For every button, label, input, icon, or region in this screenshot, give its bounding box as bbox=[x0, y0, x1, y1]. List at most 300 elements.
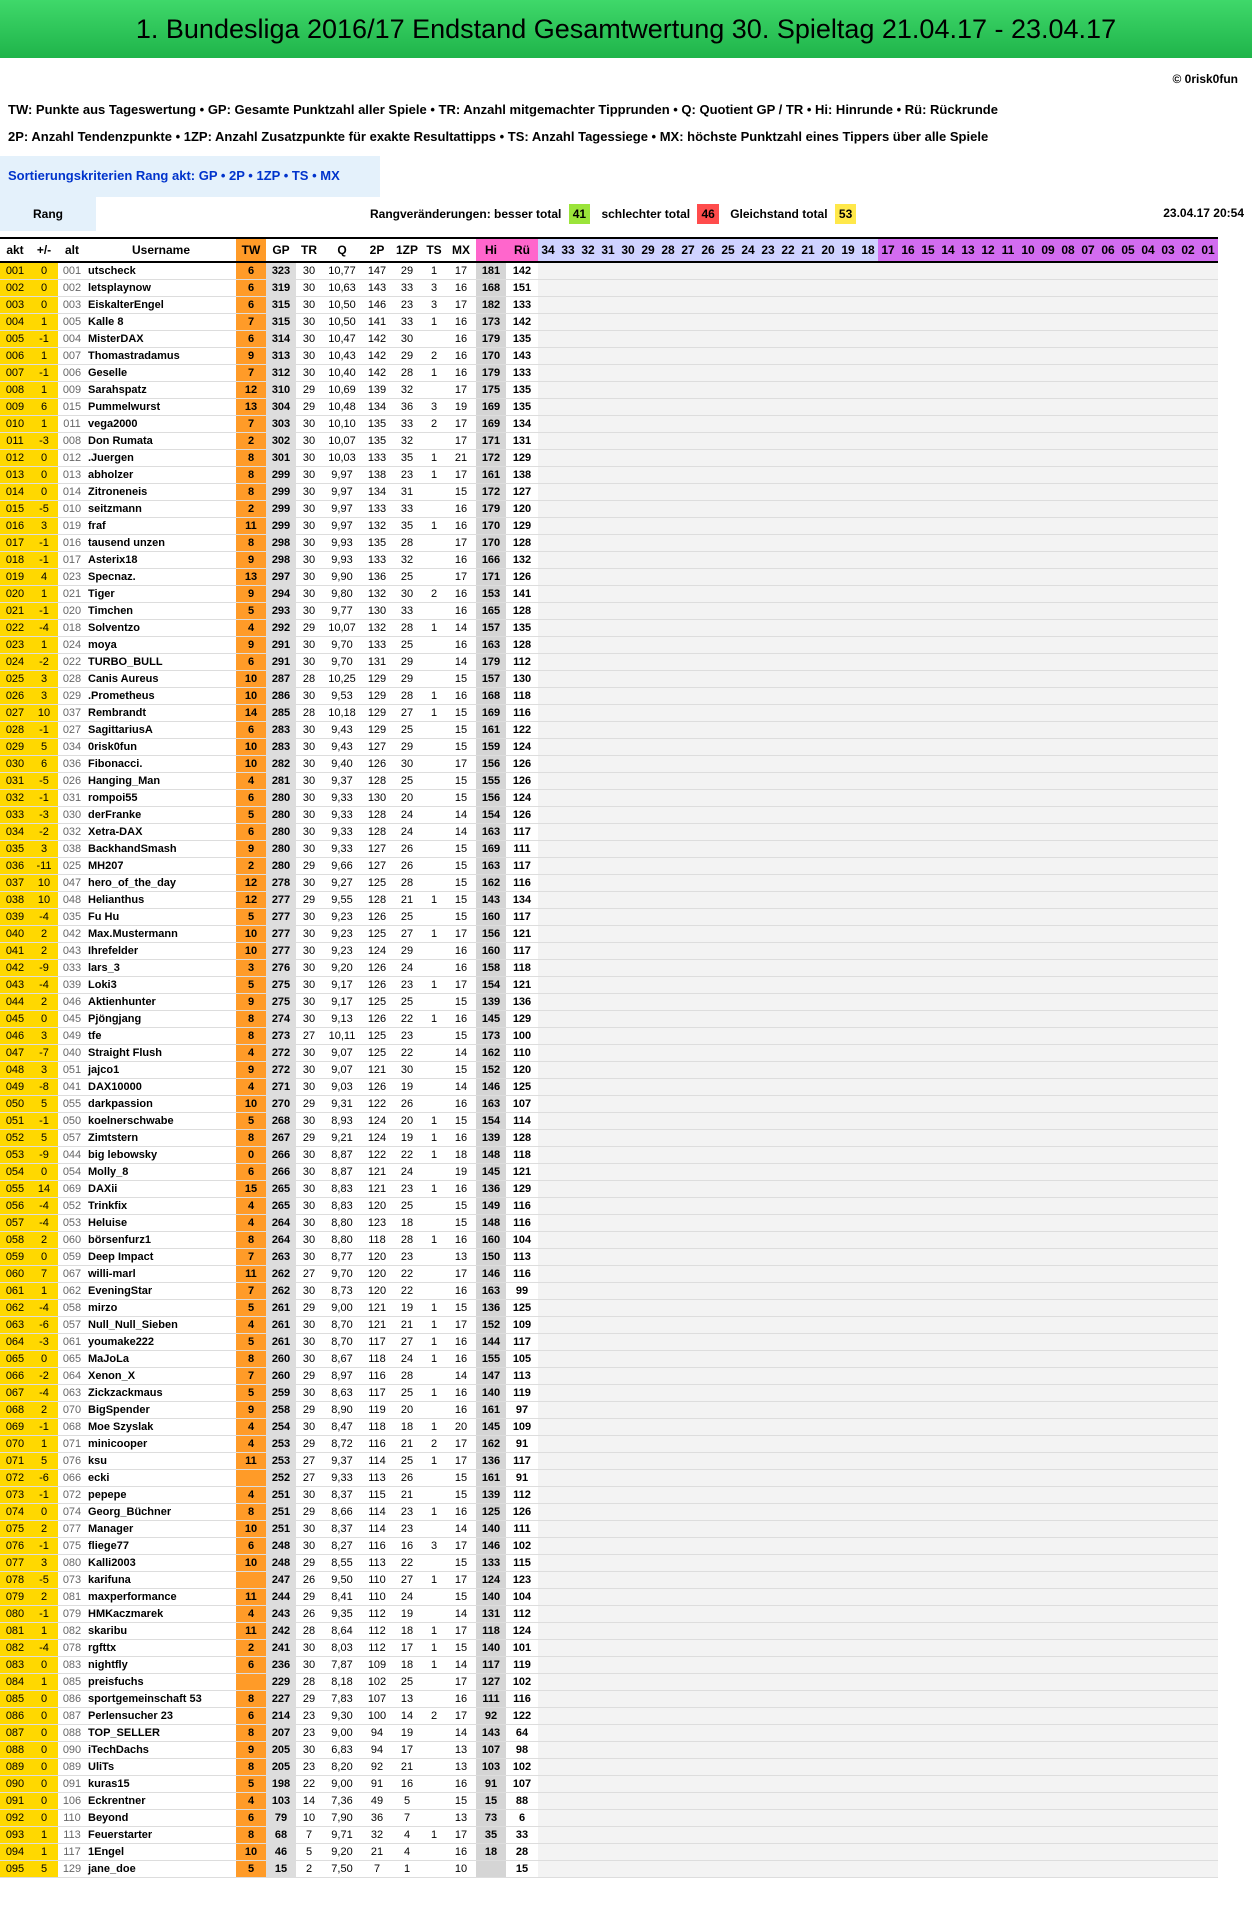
day-cell bbox=[978, 535, 998, 552]
day-cell bbox=[578, 1708, 598, 1725]
day-cell bbox=[1018, 1861, 1038, 1878]
day-cell bbox=[638, 1861, 658, 1878]
day-cell bbox=[1198, 841, 1218, 858]
day-cell bbox=[958, 926, 978, 943]
day-cell bbox=[1198, 977, 1218, 994]
day-cell bbox=[778, 1181, 798, 1198]
day-cell bbox=[1118, 552, 1138, 569]
cell-Q: 8,70 bbox=[322, 1317, 362, 1334]
day-cell bbox=[698, 1283, 718, 1300]
day-cell bbox=[938, 1249, 958, 1266]
day-cell bbox=[618, 1810, 638, 1827]
day-cell bbox=[1198, 858, 1218, 875]
day-cell bbox=[678, 1776, 698, 1793]
day-cell bbox=[658, 314, 678, 331]
day-cell bbox=[878, 1300, 898, 1317]
day-cell bbox=[1098, 365, 1118, 382]
day-cell bbox=[878, 909, 898, 926]
day-cell bbox=[718, 1164, 738, 1181]
cell-Q: 10,47 bbox=[322, 331, 362, 348]
day-cell bbox=[698, 892, 718, 909]
day-cell bbox=[598, 297, 618, 314]
cell-Hi: 170 bbox=[476, 518, 506, 535]
day-cell bbox=[1058, 1572, 1078, 1589]
day-cell bbox=[1178, 1827, 1198, 1844]
cell-Q: 9,77 bbox=[322, 603, 362, 620]
day-cell bbox=[1078, 1096, 1098, 1113]
day-cell bbox=[1098, 1487, 1118, 1504]
cell-1ZP: 35 bbox=[392, 518, 422, 535]
day-cell bbox=[798, 1011, 818, 1028]
day-cell bbox=[918, 365, 938, 382]
cell-Q: 7,50 bbox=[322, 1861, 362, 1878]
cell-alt: 040 bbox=[58, 1045, 86, 1062]
day-cell bbox=[578, 1674, 598, 1691]
cell-Q: 9,33 bbox=[322, 1470, 362, 1487]
day-cell bbox=[678, 1028, 698, 1045]
day-cell bbox=[858, 484, 878, 501]
day-cell bbox=[1178, 1844, 1198, 1861]
day-cell bbox=[1018, 654, 1038, 671]
cell-Hi: 92 bbox=[476, 1708, 506, 1725]
day-cell bbox=[1058, 994, 1078, 1011]
cell-+/-: -4 bbox=[30, 1300, 58, 1317]
day-cell bbox=[938, 1861, 958, 1878]
day-cell bbox=[1178, 1436, 1198, 1453]
day-cell bbox=[678, 1351, 698, 1368]
day-cell bbox=[1078, 1572, 1098, 1589]
day-cell bbox=[1158, 1844, 1178, 1861]
day-cell bbox=[598, 1606, 618, 1623]
cell-TW: 8 bbox=[236, 1351, 266, 1368]
cell-TR: 30 bbox=[296, 1385, 322, 1402]
table-row bbox=[0, 365, 1218, 382]
day-cell bbox=[678, 841, 698, 858]
cell-Rü: 129 bbox=[506, 450, 538, 467]
day-cell bbox=[1118, 671, 1138, 688]
cell-MX: 17 bbox=[446, 1436, 476, 1453]
day-cell bbox=[778, 1487, 798, 1504]
day-cell bbox=[1158, 518, 1178, 535]
cell-MX: 17 bbox=[446, 756, 476, 773]
day-cell bbox=[758, 280, 778, 297]
cell-1ZP: 27 bbox=[392, 705, 422, 722]
day-cell bbox=[778, 467, 798, 484]
day-cell bbox=[1158, 1708, 1178, 1725]
day-cell bbox=[1158, 1283, 1178, 1300]
cell-alt: 045 bbox=[58, 1011, 86, 1028]
day-cell bbox=[618, 331, 638, 348]
cell-Username: Fu Hu bbox=[86, 909, 236, 926]
day-cell bbox=[1018, 399, 1038, 416]
day-cell bbox=[738, 994, 758, 1011]
day-cell bbox=[878, 297, 898, 314]
cell-+/-: 0 bbox=[30, 262, 58, 280]
day-cell bbox=[1058, 807, 1078, 824]
cell-TR: 29 bbox=[296, 1096, 322, 1113]
cell-MX: 16 bbox=[446, 1351, 476, 1368]
day-cell bbox=[1198, 994, 1218, 1011]
day-cell bbox=[698, 1164, 718, 1181]
day-cell bbox=[958, 1487, 978, 1504]
day-cell bbox=[738, 1657, 758, 1674]
day-cell bbox=[1098, 552, 1118, 569]
day-cell bbox=[578, 1113, 598, 1130]
cell-2P: 125 bbox=[362, 994, 392, 1011]
day-cell bbox=[1038, 1266, 1058, 1283]
cell-Username: koelnerschwabe bbox=[86, 1113, 236, 1130]
day-cell bbox=[958, 1572, 978, 1589]
day-cell bbox=[698, 314, 718, 331]
cell-Q: 9,00 bbox=[322, 1725, 362, 1742]
day-cell bbox=[898, 314, 918, 331]
day-cell bbox=[1058, 382, 1078, 399]
cell-TR: 30 bbox=[296, 262, 322, 280]
day-cell bbox=[678, 1096, 698, 1113]
day-cell bbox=[1178, 1708, 1198, 1725]
day-cell bbox=[658, 841, 678, 858]
cell-Username: skaribu bbox=[86, 1623, 236, 1640]
day-cell bbox=[1018, 1538, 1038, 1555]
cell-TW: 5 bbox=[236, 909, 266, 926]
day-cell bbox=[1038, 314, 1058, 331]
day-cell bbox=[558, 1708, 578, 1725]
day-cell bbox=[818, 1844, 838, 1861]
day-cell bbox=[838, 654, 858, 671]
cell-TW: 8 bbox=[236, 1028, 266, 1045]
day-cell bbox=[1038, 943, 1058, 960]
day-cell bbox=[1098, 518, 1118, 535]
day-cell bbox=[1118, 1249, 1138, 1266]
day-cell bbox=[658, 1096, 678, 1113]
cell-akt: 033 bbox=[0, 807, 30, 824]
day-cell bbox=[1058, 1130, 1078, 1147]
cell-GP: 258 bbox=[266, 1402, 296, 1419]
cell-alt: 003 bbox=[58, 297, 86, 314]
day-cell bbox=[738, 1368, 758, 1385]
day-cell bbox=[1138, 1470, 1158, 1487]
day-cell bbox=[878, 892, 898, 909]
day-cell bbox=[598, 1725, 618, 1742]
day-cell bbox=[1138, 586, 1158, 603]
cell-alt: 088 bbox=[58, 1725, 86, 1742]
day-cell bbox=[1058, 1504, 1078, 1521]
day-cell bbox=[718, 1181, 738, 1198]
day-cell bbox=[838, 331, 858, 348]
day-cell bbox=[1058, 1589, 1078, 1606]
day-cell bbox=[1198, 416, 1218, 433]
day-cell bbox=[658, 1708, 678, 1725]
cell-1ZP: 27 bbox=[392, 926, 422, 943]
day-cell bbox=[958, 1759, 978, 1776]
day-cell bbox=[1018, 637, 1038, 654]
day-cell bbox=[998, 1436, 1018, 1453]
cell-Q: 8,70 bbox=[322, 1334, 362, 1351]
day-cell bbox=[958, 705, 978, 722]
day-cell bbox=[698, 416, 718, 433]
day-cell bbox=[1098, 1623, 1118, 1640]
day-cell bbox=[618, 892, 638, 909]
cell-akt: 003 bbox=[0, 297, 30, 314]
cell-Username: rgfttx bbox=[86, 1640, 236, 1657]
day-cell bbox=[938, 1793, 958, 1810]
day-cell bbox=[878, 1317, 898, 1334]
cell-TS bbox=[422, 875, 446, 892]
cell-Hi: 145 bbox=[476, 1011, 506, 1028]
day-cell bbox=[898, 501, 918, 518]
day-cell bbox=[1138, 926, 1158, 943]
day-cell bbox=[738, 807, 758, 824]
day-cell bbox=[538, 535, 558, 552]
cell-MX: 16 bbox=[446, 1776, 476, 1793]
cell-alt: 080 bbox=[58, 1555, 86, 1572]
cell-akt: 043 bbox=[0, 977, 30, 994]
day-cell bbox=[738, 1470, 758, 1487]
day-cell bbox=[558, 365, 578, 382]
day-cell bbox=[758, 1742, 778, 1759]
day-cell bbox=[638, 875, 658, 892]
day-cell bbox=[858, 1640, 878, 1657]
day-cell bbox=[538, 450, 558, 467]
day-header: 02 bbox=[1178, 238, 1198, 262]
cell-alt: 106 bbox=[58, 1793, 86, 1810]
cell-2P: 133 bbox=[362, 450, 392, 467]
table-row bbox=[0, 620, 1218, 637]
day-cell bbox=[1118, 654, 1138, 671]
day-cell bbox=[978, 977, 998, 994]
day-cell bbox=[1178, 671, 1198, 688]
day-cell bbox=[838, 1062, 858, 1079]
day-cell bbox=[658, 331, 678, 348]
day-cell bbox=[718, 756, 738, 773]
day-cell bbox=[1198, 1691, 1218, 1708]
cell-TW: 6 bbox=[236, 1164, 266, 1181]
day-cell bbox=[998, 858, 1018, 875]
cell-GP: 291 bbox=[266, 637, 296, 654]
cell-TW: 11 bbox=[236, 1623, 266, 1640]
day-cell bbox=[598, 705, 618, 722]
cell-Username: maxperformance bbox=[86, 1589, 236, 1606]
cell-+/-: -9 bbox=[30, 960, 58, 977]
day-cell bbox=[678, 620, 698, 637]
cell-alt: 051 bbox=[58, 1062, 86, 1079]
day-cell bbox=[598, 875, 618, 892]
day-cell bbox=[638, 1708, 658, 1725]
day-cell bbox=[918, 314, 938, 331]
day-cell bbox=[538, 416, 558, 433]
day-cell bbox=[738, 1147, 758, 1164]
day-cell bbox=[1018, 1266, 1038, 1283]
day-cell bbox=[598, 1572, 618, 1589]
day-cell bbox=[898, 722, 918, 739]
cell-+/-: 1 bbox=[30, 1844, 58, 1861]
cell-Hi: 162 bbox=[476, 1436, 506, 1453]
day-cell bbox=[1018, 1045, 1038, 1062]
day-cell bbox=[738, 1249, 758, 1266]
day-cell bbox=[938, 1266, 958, 1283]
day-cell bbox=[618, 1555, 638, 1572]
day-cell bbox=[578, 1691, 598, 1708]
cell-Q: 8,41 bbox=[322, 1589, 362, 1606]
day-header: 04 bbox=[1138, 238, 1158, 262]
day-cell bbox=[978, 1810, 998, 1827]
day-cell bbox=[558, 1164, 578, 1181]
day-cell bbox=[718, 1147, 738, 1164]
cell-Rü: 112 bbox=[506, 1606, 538, 1623]
day-cell bbox=[558, 1844, 578, 1861]
cell-MX: 15 bbox=[446, 1028, 476, 1045]
day-cell bbox=[1158, 382, 1178, 399]
day-cell bbox=[858, 909, 878, 926]
day-cell bbox=[1098, 637, 1118, 654]
cell-MX: 15 bbox=[446, 1113, 476, 1130]
day-cell bbox=[1038, 450, 1058, 467]
day-cell bbox=[1038, 1181, 1058, 1198]
day-cell bbox=[1198, 1708, 1218, 1725]
day-cell bbox=[1038, 1674, 1058, 1691]
cell-alt: 031 bbox=[58, 790, 86, 807]
day-cell bbox=[578, 688, 598, 705]
cell-Hi: 18 bbox=[476, 1844, 506, 1861]
day-cell bbox=[598, 671, 618, 688]
cell-Hi: 103 bbox=[476, 1759, 506, 1776]
day-cell bbox=[1198, 875, 1218, 892]
cell-Hi: 172 bbox=[476, 450, 506, 467]
day-cell bbox=[1078, 1147, 1098, 1164]
day-cell bbox=[1098, 620, 1118, 637]
day-cell bbox=[818, 1249, 838, 1266]
day-cell bbox=[538, 1606, 558, 1623]
day-header: 27 bbox=[678, 238, 698, 262]
day-cell bbox=[858, 960, 878, 977]
day-cell bbox=[978, 484, 998, 501]
day-cell bbox=[858, 1045, 878, 1062]
day-cell bbox=[1038, 1606, 1058, 1623]
day-cell bbox=[998, 603, 1018, 620]
cell-MX: 15 bbox=[446, 739, 476, 756]
day-cell bbox=[1138, 518, 1158, 535]
cell-Hi: 149 bbox=[476, 1198, 506, 1215]
day-cell bbox=[778, 1759, 798, 1776]
cell-Q: 10,18 bbox=[322, 705, 362, 722]
cell-Q: 9,13 bbox=[322, 1011, 362, 1028]
day-cell bbox=[998, 620, 1018, 637]
day-cell bbox=[918, 620, 938, 637]
day-cell bbox=[1038, 1623, 1058, 1640]
day-cell bbox=[758, 1470, 778, 1487]
cell-MX: 15 bbox=[446, 1198, 476, 1215]
cell-2P: 116 bbox=[362, 1538, 392, 1555]
cell-Username: tausend unzen bbox=[86, 535, 236, 552]
day-cell bbox=[718, 280, 738, 297]
day-cell bbox=[598, 433, 618, 450]
cell-1ZP: 24 bbox=[392, 1351, 422, 1368]
cell-2P: 142 bbox=[362, 331, 392, 348]
cell-Username: Molly_8 bbox=[86, 1164, 236, 1181]
day-cell bbox=[858, 262, 878, 280]
day-cell bbox=[718, 1045, 738, 1062]
day-cell bbox=[898, 1725, 918, 1742]
day-cell bbox=[758, 1572, 778, 1589]
day-cell bbox=[638, 1266, 658, 1283]
cell-+/-: 3 bbox=[30, 688, 58, 705]
day-cell bbox=[1098, 1470, 1118, 1487]
day-cell bbox=[558, 824, 578, 841]
day-cell bbox=[1058, 1453, 1078, 1470]
day-cell bbox=[638, 1453, 658, 1470]
table-row bbox=[0, 1402, 1218, 1419]
day-cell bbox=[838, 909, 858, 926]
table-row bbox=[0, 467, 1218, 484]
cell-Hi: 159 bbox=[476, 739, 506, 756]
day-cell bbox=[998, 1283, 1018, 1300]
day-cell bbox=[798, 1759, 818, 1776]
cell-1ZP: 29 bbox=[392, 348, 422, 365]
cell-MX: 16 bbox=[446, 1096, 476, 1113]
day-cell bbox=[738, 1640, 758, 1657]
day-cell bbox=[1018, 1640, 1038, 1657]
day-cell bbox=[838, 1283, 858, 1300]
day-cell bbox=[698, 1776, 718, 1793]
day-cell bbox=[778, 1555, 798, 1572]
day-cell bbox=[998, 1793, 1018, 1810]
day-cell bbox=[998, 705, 1018, 722]
cell-+/-: -4 bbox=[30, 909, 58, 926]
day-cell bbox=[758, 450, 778, 467]
cell-akt: 080 bbox=[0, 1606, 30, 1623]
cell-TS bbox=[422, 960, 446, 977]
day-cell bbox=[698, 1045, 718, 1062]
cell-TS bbox=[422, 807, 446, 824]
day-cell bbox=[718, 1742, 738, 1759]
cell-Username: Perlensucher 23 bbox=[86, 1708, 236, 1725]
day-cell bbox=[538, 1504, 558, 1521]
day-cell bbox=[598, 960, 618, 977]
day-cell bbox=[1038, 586, 1058, 603]
day-cell bbox=[538, 365, 558, 382]
day-cell bbox=[558, 382, 578, 399]
day-cell bbox=[998, 807, 1018, 824]
day-cell bbox=[698, 1538, 718, 1555]
day-cell bbox=[578, 977, 598, 994]
cell-Username: rompoi55 bbox=[86, 790, 236, 807]
cell-TR: 23 bbox=[296, 1725, 322, 1742]
day-cell bbox=[738, 1538, 758, 1555]
day-cell bbox=[898, 943, 918, 960]
cell-MX: 16 bbox=[446, 331, 476, 348]
cell-Username: EiskalterEngel bbox=[86, 297, 236, 314]
day-cell bbox=[678, 1249, 698, 1266]
day-cell bbox=[1038, 722, 1058, 739]
day-cell bbox=[758, 1844, 778, 1861]
cell-2P: 116 bbox=[362, 1436, 392, 1453]
day-cell bbox=[1058, 1385, 1078, 1402]
day-cell bbox=[918, 331, 938, 348]
day-cell bbox=[998, 569, 1018, 586]
day-cell bbox=[858, 1300, 878, 1317]
day-cell bbox=[998, 433, 1018, 450]
day-cell bbox=[898, 977, 918, 994]
cell-Rü: 99 bbox=[506, 1283, 538, 1300]
day-cell bbox=[878, 1130, 898, 1147]
cell-Rü: 135 bbox=[506, 382, 538, 399]
day-cell bbox=[858, 688, 878, 705]
day-cell bbox=[998, 1130, 1018, 1147]
cell-akt: 067 bbox=[0, 1385, 30, 1402]
day-cell bbox=[1158, 892, 1178, 909]
day-cell bbox=[618, 1045, 638, 1062]
day-cell bbox=[1098, 416, 1118, 433]
